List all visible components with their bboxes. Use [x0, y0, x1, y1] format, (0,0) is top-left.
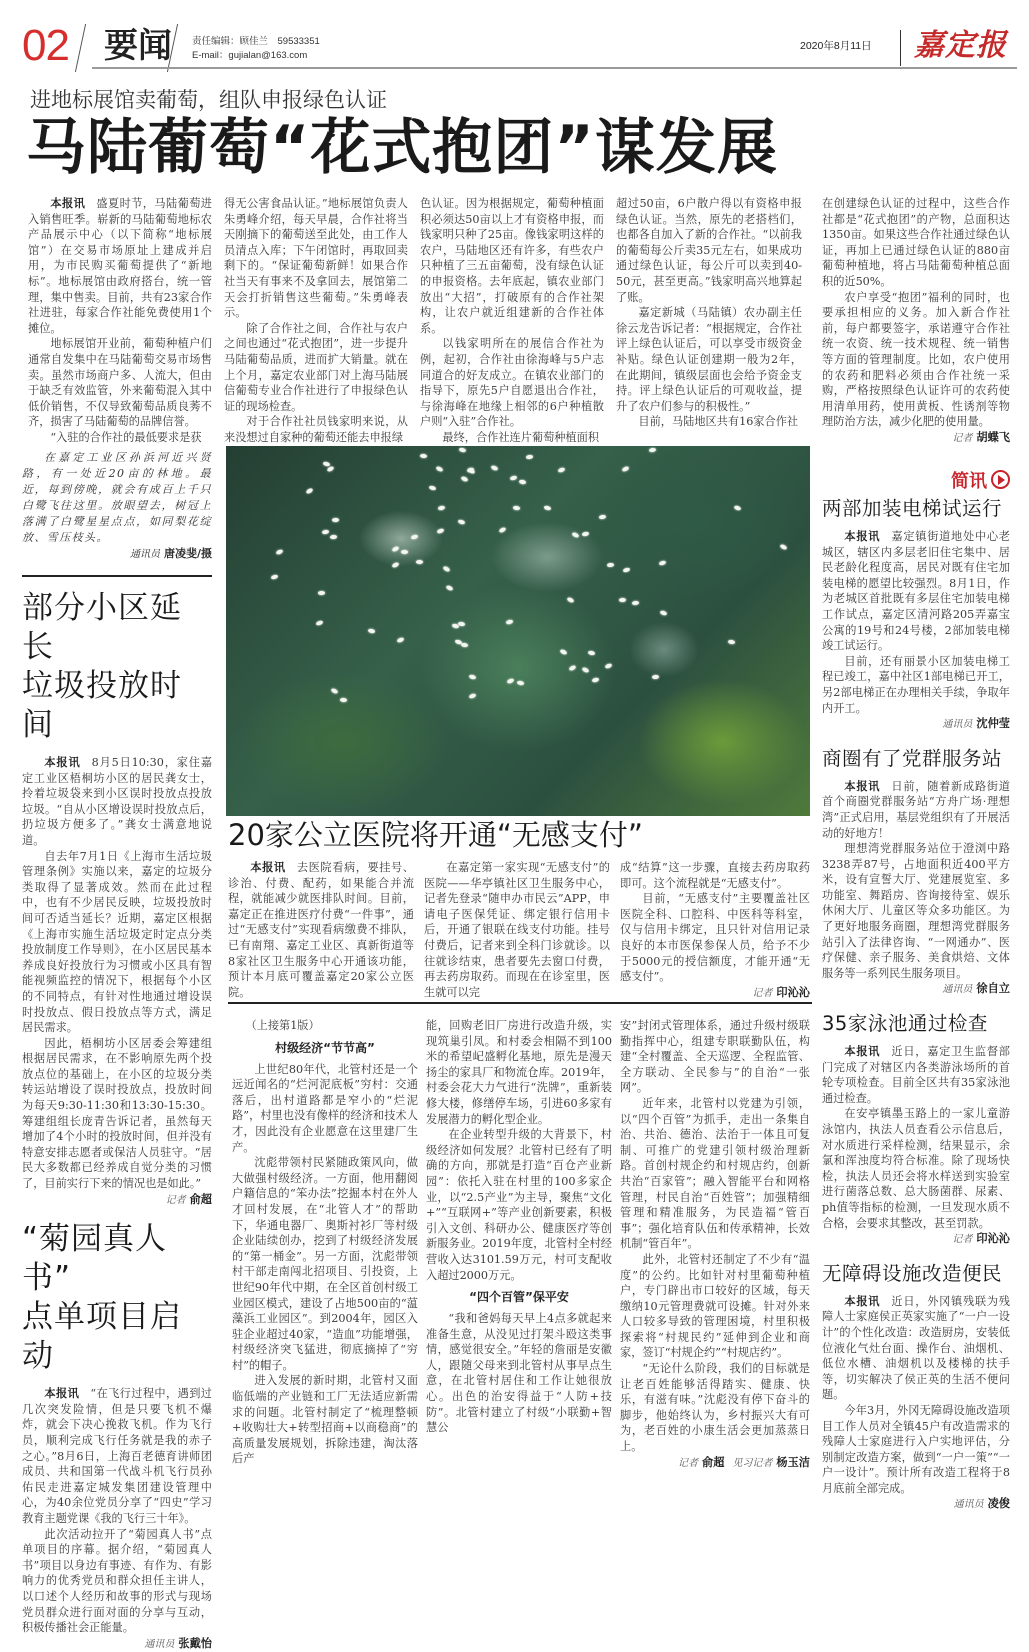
paragraph-text: 8月5日10:30，家住嘉定工业区梧桐坊小区的居民龚女士，拎着垃圾袋来到小区误时投放点投放垃圾。“自从小区增设误时投放点后，扔垃圾方便多了。”龚女士满意地说道。 [22, 756, 212, 847]
dateline: 本报讯 [50, 197, 86, 210]
paragraph-text: 今年3月，外冈无障碍设施改造项目工作人员对全镇45户有改造需求的残障人士家庭进行入户实地评估，分别制定改造方案，做到“一户一策”“一户一设计”。预计所有改造工程将于8月底前全部完成。 [822, 1403, 1010, 1495]
egret-mark [318, 591, 325, 595]
paragraph-text: 日前，随着新成路街道首个商圈党群服务站“方舟广场·理想湾”正式启用，基层党组织有了开展活动的好地方！ [822, 779, 1010, 840]
briefs-label-text: 简讯 [951, 471, 987, 492]
egret-mark [437, 528, 445, 534]
paragraph-text: “入驻的合作社的最低要求是获 [50, 430, 202, 444]
byline-role: 记者 [952, 1234, 973, 1246]
article-body [22, 1386, 212, 1652]
byline [822, 430, 1010, 447]
paragraph-text: 理想湾党群服务站位于澄浏中路3238弄87号，占地面积近400平方米，设有宣誓大厅、党建展览室、多功能室、舞蹈房、咨询接待室、娱乐休闲大厅、儿童区等众多功能区。为了更好地服务商圈，理想湾党群服务站引入了法律咨询、“一网通办”、医疗保健、亲子服务、美食烘焙、文体服务等一系列民生服务项目。 [822, 842, 1010, 980]
paragraph-text: 去医院看病，要挂号、诊治、付费、配药，如果能合并流程，就能减少就医排队时间。目前，嘉定正在推进医疗付费“一件事”，通过“无感支付”实现看病缴费不排队，已有南翔、嘉定工业区、真新街道等8家社区卫生服务中心开通该功能，预计本月底可覆盖嘉定20家公立医院。 [228, 861, 414, 999]
paragraph-text: 因此，梧桐坊小区居委会筹建组根据居民需求，在不影响原先两个投放点位的基础上，在小区的垃圾分类转运站增设了误时投放点，投放时间为每天9:30-11:30和13:30-15:30。筹建组组长庞青告诉记者，虽然每天增加了4个小时的投放时间，但并没有特意安排志愿者或保洁人员驻守。“居民大多数都已经养成自觉分类的习惯了，目前实行下来的情况也是如此。” [22, 1036, 212, 1191]
divider [900, 30, 901, 66]
article-paragraph [228, 860, 414, 1000]
paragraph-text: 近日，外冈镇残联为残障人士家庭侯正英家实施了“一户一设计”的个性化改造：改造厨房，安装低位液化气灶台面、操作台、油烟机、低位水槽、油烟机以及楼梯的扶手等，切实解决了侯正英的生活不便问题。 [822, 1294, 1010, 1402]
egret-mark [438, 505, 446, 510]
article-paragraph [426, 1018, 612, 1127]
article-paragraph [822, 841, 1010, 981]
egret-mark [660, 609, 668, 615]
paragraph-text: 在嘉定第一家实现“无感支付”的医院——华亭镇社区卫生服务中心，记者先登录“随申办市民云”APP，申请电子医保凭证、绑定银行信用卡后，开通了银联在线支付功能。挂号付费后，记者来到全科门诊就诊。以往就诊结束，患者要先去窗口付费，再去药房取药。而现在在诊室里，医生就可以完 [424, 861, 610, 999]
article-headline: 马陆葡萄“花式抱团”谋发展 [26, 113, 778, 183]
article-paragraph [420, 430, 604, 446]
editor-email: E-mail：gujialan@163.com [192, 50, 308, 61]
article-headline: 20家公立医院将开通“无感支付” [228, 818, 643, 852]
article-body [22, 755, 212, 1208]
paragraph-text: 此外，北管村还制定了不少有“温度”的公约。比如针对村里葡萄种植户，专门辟出市口较好的区域，每天缴纳10元管理费就可设摊。针对外来人口较多导致的管理困境，村里积极探索将“村规民约”延伸到企业和商家，签订“村规企约”“村规店约”。 [620, 1252, 810, 1360]
egret-mark [581, 532, 589, 537]
article-column [424, 860, 610, 1000]
paragraph-text: 对于合作社社员钱家明来说，从来没想过自家种的葡萄还能去申报绿 [224, 415, 408, 444]
brief-headline: 商圈有了党群服务站 [822, 746, 1003, 770]
egret-mark [591, 677, 599, 683]
egret-mark [526, 455, 533, 460]
byline [822, 1496, 1010, 1513]
byline [822, 981, 1010, 998]
article-paragraph [232, 1373, 418, 1467]
article-paragraph [822, 196, 1010, 290]
egret-mark [572, 532, 580, 539]
byline [620, 985, 810, 1002]
egret-mark [469, 693, 477, 699]
article-paragraph [28, 336, 212, 430]
article-paragraph [620, 1096, 810, 1252]
article-paragraph [822, 1294, 1010, 1403]
egret-mark [728, 639, 736, 644]
egret-mark [367, 628, 375, 633]
credit-name: 唐凌斐/摄 [163, 547, 212, 560]
byline-name: 俞超 [702, 1455, 725, 1469]
egret-mark [557, 467, 565, 473]
dateline: 本报讯 [844, 530, 881, 543]
headline-line: “菊园真人书” [22, 1221, 168, 1297]
briefs-label [822, 470, 1010, 493]
egret-mark [316, 620, 324, 626]
article-paragraph [616, 196, 802, 305]
header-rule [92, 67, 1017, 69]
article-paragraph [616, 305, 802, 414]
article-paragraph [822, 1106, 1010, 1231]
byline-role: 见习记者 [732, 1457, 773, 1469]
egret-mark [429, 485, 437, 491]
brief-headline: 35家泳池通过检查 [822, 1012, 988, 1036]
dateline: 本报讯 [844, 1294, 881, 1308]
paragraph-text: 目前，马陆地区共有16家合作社 [638, 415, 799, 429]
article-paragraph [620, 860, 810, 891]
continued-note: （上接第1版） [245, 1019, 320, 1032]
byline [822, 716, 1010, 733]
article-paragraph [420, 336, 604, 430]
egret-mark [442, 565, 450, 572]
egret-mark [631, 601, 638, 606]
article-headline [22, 589, 212, 745]
byline-role: 通讯员 [942, 719, 973, 731]
egret-mark [305, 487, 313, 494]
paragraph-text: 最终，合作社连片葡萄种植面积 [442, 430, 600, 444]
section-rule [22, 575, 212, 577]
article-column [28, 196, 212, 446]
egret-mark [779, 544, 787, 551]
paragraph-text: 目前，“无感支付”主要覆盖社区医院全科、口腔科、中医科等科室，仅与信用卡绑定，且只针对信用记录良好的本市医保参保人员，给予不少于5000元的授信额度，才能开通“无感支付”。 [620, 892, 810, 984]
article-paragraph [22, 1386, 212, 1526]
egret-mark [330, 535, 337, 540]
divider [75, 24, 86, 72]
section-title: 要闻 [104, 26, 172, 66]
byline-role: 记者 [752, 987, 773, 999]
article-column [224, 196, 408, 446]
egret-mark [411, 534, 419, 540]
article-headline [22, 1220, 212, 1376]
egret-mark [607, 563, 614, 567]
byline-name: 胡蝶飞 [976, 430, 1010, 444]
byline-role: 记者 [165, 1194, 186, 1206]
paragraph-text: 色认证。因为根据规定，葡萄种植面积必须达50亩以上才有资格申报，而钱家明只种了25亩。像钱家明这样的农户，马陆地区还有许多，有些农户只种植了三五亩葡萄，没有绿色认证的申报资格。去年底起，镇农业部门放出“大招”，打破原有的合作社架构，让农户就近组建新的合作社体系。 [420, 197, 604, 335]
article-paragraph [822, 529, 1010, 654]
article-column [228, 860, 414, 1000]
credit-role: 通讯员 [129, 549, 160, 560]
paragraph-text: 能，回购老旧厂房进行改造升级，实现筑巢引凤。和村委会相隔不到100米的希望屺盛孵化基地，原先是漫天扬尘的家具厂和物流仓库。2019年，村委会花大力气进行“洗牌”，重新装修大楼，修缮停车场，引进60多家有发展潜力的孵化型企业。 [426, 1019, 612, 1126]
dateline: 本报讯 [250, 861, 286, 874]
paragraph-text: 在创建绿色认证的过程中，这些合作社都是“花式抱团”的产物，总面积达1350亩。如果这些合作社通过绿色认证，再加上已通过绿色认证的880亩葡萄种植地，将占马陆葡萄种植总面积的近50%。 [822, 197, 1010, 288]
article-paragraph [620, 1018, 810, 1096]
byline-name: 凌俊 [987, 1497, 1010, 1511]
paragraph-text: 超过50亩，6户散户得以有资格申报绿色认证。当然，原先的老搭档们，也都各自加入了新的合作社。“以前我的葡萄每公斤卖35元左右，如果成功通过绿色认证，每公斤可以卖到40-50元，甚至更高。”钱家明高兴地算起了账。 [616, 197, 802, 304]
egret-mark [469, 674, 477, 680]
paragraph-text: “我和爸妈每天早上4点多就起来准备生意，从没见过打架斗殴这类事情，感觉很安全。”年轻的詹丽是安徽人，跟随父母来到北管村从事早点生意，在北管村居住和工作让她很放心。出色的治安得益于“人防+技防”。北管村建立了村级“小联勤+智慧公 [426, 1312, 612, 1435]
byline-name: 徐自立 [976, 982, 1010, 996]
brief-body [822, 779, 1010, 998]
dateline: 本报讯 [44, 1387, 80, 1401]
article-paragraph [22, 755, 212, 849]
egret-mark [323, 461, 331, 467]
article-paragraph [426, 1311, 612, 1436]
egret-mark [507, 678, 515, 684]
article-paragraph [616, 414, 802, 430]
article-column [620, 1018, 810, 1471]
byline-role: 通讯员 [942, 984, 973, 996]
article-paragraph [232, 1155, 418, 1373]
paragraph-text: 嘉定新城（马陆镇）农办副主任徐云龙告诉记者：“根据规定，合作社评上绿色认证后，可以享受市级资金补贴。绿色认证创建期一般为2年，在此期间，镇级层面也会给予资金支持。评上绿色认证后的可观收益，提升了农户们参与的积极性。” [616, 306, 802, 413]
article-paragraph [22, 849, 212, 1036]
subheading: 村级经济“节节高” [275, 1040, 375, 1055]
byline-name: 印沁沁 [976, 1232, 1010, 1246]
photo-credit [22, 546, 212, 563]
article-paragraph [28, 196, 212, 336]
byline [822, 1231, 1010, 1248]
egret-mark [518, 479, 526, 484]
briefs-column [822, 470, 1010, 1525]
paragraph-text: 除了合作社之间，合作社与农户之间也通过“花式抱团”，进一步提升马陆葡萄品质，进而扩大销量。就在上个月，嘉定农业部门对上海马陆展信葡萄专业合作社进行了申报绿色认证的现场检查。 [224, 321, 408, 413]
editor-line: 责任编辑：顾佳兰 59533351 [192, 36, 320, 47]
egret-mark [559, 649, 567, 656]
dateline: 本报讯 [44, 756, 81, 769]
paragraph-text: 进入发展的新时期，北管村又面临低端的产业链和工厂无法适应新需求的问题。北管村制定了“梳理整顿+收购壮大+转型招商+以商稳商”的高质量发展规划，拆除违建，淘汰落后产 [232, 1374, 418, 1466]
article-paragraph [426, 1127, 612, 1283]
egret-mark [568, 665, 576, 672]
brief-headline: 无障碍设施改造便民 [822, 1261, 1003, 1285]
egret-mark [458, 447, 466, 453]
egret-mark [457, 519, 465, 525]
byline-name: 沈仲莹 [976, 717, 1010, 731]
brief-headline: 两部加装电梯试运行 [822, 497, 1003, 520]
article-paragraph [620, 1252, 810, 1361]
article-paragraph [822, 1403, 1010, 1497]
egret-mark [391, 546, 399, 553]
egret-mark [436, 465, 444, 472]
egret-mark [652, 675, 659, 680]
egret-mark [733, 504, 741, 510]
headline-line: 点单项目启动 [22, 1299, 182, 1375]
paper-logo: 嘉定报 [914, 28, 1007, 63]
article-subtitle: 进地标展馆卖葡萄，组队申报绿色认证 [30, 88, 387, 112]
paragraph-text: 以钱家明所在的展信合作社为例，起初，合作社由徐海峰与5户志同道合的好友成立。在镇农业部门的指导下，原先5户自愿退出合作社，与徐海峰在地缘上相邻的6户种植散户则“入驻”合作社。 [420, 337, 604, 429]
byline-name: 印沁沁 [776, 985, 810, 999]
egret-mark [604, 663, 612, 669]
egret-mark [461, 476, 469, 482]
egret-mark [622, 466, 630, 473]
article-column [620, 860, 810, 1001]
article-paragraph [28, 430, 212, 446]
article-paragraph [420, 196, 604, 336]
brief-body [822, 1044, 1010, 1248]
egret-mark [659, 561, 667, 567]
egret-mark [326, 466, 334, 473]
article-paragraph [620, 891, 810, 985]
paragraph-text: 地标展馆开业前，葡萄种植户们通常自发集中在马陆葡萄交易市场售卖。虽然市场商户多、人流大，但由于缺乏有效监管，外来葡萄混入其中低价销售，不仅导致葡萄品质良莠不齐，损害了马陆葡萄的品牌信誉。 [28, 337, 212, 429]
paragraph-text: 得无公害食品认证。”地标展馆负责人朱勇峰介绍，每天早晨，合作社将当天刚摘下的葡萄送至此处，由工作人员清点入库；下午闭馆时，再取回卖剩下的。“保证葡萄新鲜！如果合作社当天有事来不及拿回去，展馆第二天会打折销售这些葡萄。”朱勇峰表示。 [224, 197, 408, 320]
article-paragraph [822, 654, 1010, 716]
egret-mark [567, 597, 575, 604]
paragraph-text: “无论什么阶段，我们的目标就是让老百姓能够活得踏实、健康、快乐，有滋有味。”沈彪没有停下奋斗的脚步，他始终认为，乡村振兴大有可为，老百姓的小康生活会更加蒸蒸日上。 [620, 1362, 810, 1454]
byline [22, 1636, 212, 1652]
egret-mark [392, 561, 400, 568]
paragraph-text: 上世纪80年代，北管村还是一个远近闻名的“烂河泥底板”穷村：交通落后，出村道路都是窄小的“烂泥路”，村里也没有像样的经济和技术人才，因此没有企业愿意在这里建厂生产。 [232, 1062, 418, 1154]
headline-line: 垃圾投放时间 [22, 668, 182, 743]
egret-mark [276, 549, 284, 555]
subheading: “四个百管”保平安 [469, 1290, 569, 1305]
article-paragraph [224, 321, 408, 415]
egret-mark [587, 650, 595, 655]
paragraph-text: 成“结算”这一步骤，直接去药房取药即可。这个流程就是“无感支付”。 [620, 861, 810, 890]
egret-mark [623, 567, 631, 573]
egret-mark [619, 598, 626, 602]
egret-mark [513, 505, 520, 510]
paragraph-text: “在飞行过程中，遇到过几次突发险情，但是只要飞机不爆炸，就会下决心挽救飞机。作为飞行员，顺利完成飞行任务就是我的赤子之心。”8月6日，上海百老德育讲师团成员、共和国第一代战斗机飞行员孙佑民走进嘉定城发集团建设管理中心，为40余位党员分享了“四史”学习教育主题党课《我的飞行三十年》。 [22, 1387, 212, 1525]
left-column [22, 450, 212, 1652]
egret-mark [340, 698, 347, 702]
egret-mark [270, 574, 278, 580]
brief-item [822, 495, 1010, 733]
article-paragraph [22, 1036, 212, 1192]
article-column [420, 196, 604, 446]
paragraph-text: 盛夏时节，马陆葡萄进入销售旺季。崭新的马陆葡萄地标农产品展示中心（以下简称“地标展馆”）在交易市场原址上建成并启用，为市民购买葡萄提供了“新地标”。地标展馆由政府搭台，统一管理，集中售卖。目前，共有23家合作社进驻，每家合作社能免费使用1个摊位。 [28, 197, 212, 335]
egret-mark [517, 680, 525, 685]
editor-info [192, 35, 320, 63]
byline-role: 通讯员 [144, 1638, 175, 1650]
article-paragraph [822, 1044, 1010, 1106]
egret-mark [599, 515, 607, 520]
egret-mark [416, 559, 423, 563]
issue-date: 2020年8月11日 [800, 40, 872, 52]
byline-role: 记者 [678, 1457, 699, 1469]
dateline: 本报讯 [844, 779, 881, 793]
dateline: 本报讯 [844, 1045, 881, 1059]
paragraph-text: 自去年7月1日《上海市生活垃圾管理条例》实施以来，嘉定的垃圾分类取得了显著成效。然而在此过程中，也有不少居民反映，垃圾投放时间可否适当延长？近期，嘉定区根据《上海市实施生活垃圾定时定点分类投放制度工作导则》，在小区居民基本养成良好投放行为习惯或小区具有智能视频监控的情况下，根据每个小区的不同特点，有针对性地通过增设误时投放点、假日投放点等方式，满足居民需求。 [22, 849, 212, 1035]
article-column [822, 196, 1010, 447]
egret-mark [401, 550, 408, 554]
article-paragraph [224, 196, 408, 321]
egret-mark [491, 465, 499, 471]
paragraph-text: 安”封闭式管理体系，通过升级村级联勤指挥中心，组建专职联勤队伍，构建“全村覆盖、全天巡逻、全程监管、全方联动、全民参与”的自治“一张网”。 [620, 1019, 810, 1095]
egret-mark [648, 447, 656, 452]
egrets-forest-photo [226, 446, 810, 816]
brief-item [822, 1010, 1010, 1248]
brief-body [822, 529, 1010, 733]
egret-mark [544, 505, 552, 511]
brief-item [822, 745, 1010, 998]
paragraph-text: 近日，嘉定卫生监督部门完成了对辖区内各类游泳场所的首轮专项检查。目前全区共有35家泳池通过检查。 [822, 1045, 1010, 1105]
article-column [616, 196, 802, 430]
egret-mark [582, 667, 590, 674]
paragraph-text: 嘉定镇街道地处中心老城区，辖区内多层老旧住宅集中、居民老龄化程度高，居民对既有住宅加装电梯的愿望比较强烈。8月1日，作为老城区首批既有多层住宅加装电梯工作试点，嘉定区清河路205弄嘉宝公寓的19号和24号楼，2部加装电梯竣工试运行。 [822, 530, 1010, 653]
egret-mark [498, 526, 506, 533]
egret-mark [420, 453, 427, 458]
egret-mark [445, 585, 453, 592]
brief-item [822, 1260, 1010, 1513]
paragraph-text: 在企业转型升级的大背景下，村级经济如何发展？北管村已经有了明确的方向，那就是打造“百仓产业新园”：依托入驻在村里的100多家企业，以“2.5产业”为主导，聚焦“文化+”“互联网+”等产业创新要素，积极引入文创、科研办公、健康医疗等创新服务业。2019年度，北管村全村经营收入达3101.59万元，村可支配收入超过2000万元。 [426, 1128, 612, 1282]
article-paragraph [822, 779, 1010, 841]
article-paragraph [232, 1062, 418, 1156]
egret-mark [510, 475, 518, 481]
article-column [426, 1018, 612, 1436]
paragraph-text: 农户享受“抱团”福利的同时，也要承担相应的义务。加入新合作社前，每户都要签字，承诺遵守合作社统一农资、统一技术规程、统一销售等方面的管理制度。比如，农户使用的农药和肥料必须由合作社统一采购，严格按照绿色认证许可的农药使用清单用药，使用黄板、性诱剂等物理防治方法，减少化肥的使用量。 [822, 290, 1010, 429]
article-paragraph [620, 1361, 810, 1455]
brief-body [822, 1294, 1010, 1513]
byline-name: 张戴怡 [178, 1636, 212, 1650]
byline-role: 通讯员 [953, 1499, 984, 1511]
article-column [232, 1018, 418, 1467]
article-paragraph [22, 1527, 212, 1636]
page-number: 02 [22, 21, 69, 70]
egret-mark [331, 688, 339, 695]
egret-mark [332, 518, 339, 522]
byline-name: 杨玉洁 [776, 1455, 810, 1469]
paragraph-text: 在安亭镇墨玉路上的一家儿童游泳馆内，执法人员查看公示信息后，对水质进行采样检测，结果显示，余氯和浑浊度均符合标准。除了现场快检，执法人员还会将水样送到实验室进行菌落总数、总大肠菌群、尿素、ph值等指标的检测，一旦发现水质不合格，会要求其整改，甚至罚款。 [822, 1107, 1010, 1230]
paragraph-text: 目前，还有丽景小区加装电梯工程已竣工，嘉中社区1部电梯已开工，另2部电梯正在办理相关手续，争取年内开工。 [822, 654, 1010, 715]
byline-name: 俞超 [189, 1192, 212, 1206]
byline-role: 记者 [952, 432, 973, 444]
byline [620, 1455, 810, 1472]
byline [22, 1192, 212, 1209]
egret-mark [506, 619, 514, 624]
article-paragraph [822, 290, 1010, 430]
article-paragraph [224, 414, 408, 445]
article-paragraph [424, 860, 610, 1000]
paragraph-text: 近年来，北管村以党建为引领，以“四个百管”为抓手，走出一条集自治、共治、德治、法治于一体且可复制、可推广的党建引领村级治理新路。首创村规企约和村规店约，创新共治“百家管”；融入智能平台和网格管理，村民自治“百姓管”；加强精细管理和精准服务，为民造福“管百事”；强化培育队伍和传承精神，长效机制“管百年”。 [620, 1096, 810, 1251]
egret-mark [396, 637, 404, 643]
photo-caption: 在嘉定工业区孙浜河近兴贤路，有一处近20亩的林地。最近，每到傍晚，就会有成百上千只白鹭飞往这里。放眼望去，树冠上落满了白鹭星星点点，如同梨花绽放、雪压枝头。 [22, 451, 212, 544]
paragraph-text: 沈彪带领村民紧随政策风向，做大做强村级经济。一方面，他用翻阅户籍信息的“笨办法”挖掘本村在外人才回村发展，在“北管人才”的帮助下，华通电器厂、奥斯衬衫厂等村级企业陆续创办，挖到了村级经济发展的“第一桶金”。另一方面，沈彪带领村干部走南闯北招项目、引投资，上世纪90年代中期，在全区首创村级工业园区模式，建设了占地500亩的“蕰藻浜工业园区”。到2004年，园区入驻企业超过40家，“造血”功能增强，村级经济突飞猛进，彻底摘掉了“穷村”的帽子。 [232, 1156, 418, 1372]
play-arrow-icon [991, 470, 1010, 489]
egret-mark [322, 529, 330, 534]
headline-line: 部分小区延长 [22, 590, 182, 665]
section-rule [228, 1002, 812, 1004]
paragraph-text: 此次活动拉开了“菊园真人书”点单项目的序幕。据介绍，“菊园真人书”项目以身边有事迹、有作为、有影响力的优秀党员和群众担任主讲人，以口述个人经历和故事的形式与现场党员群众进行面对面的分享与互动，积极传播社会正能量。 [22, 1527, 212, 1635]
